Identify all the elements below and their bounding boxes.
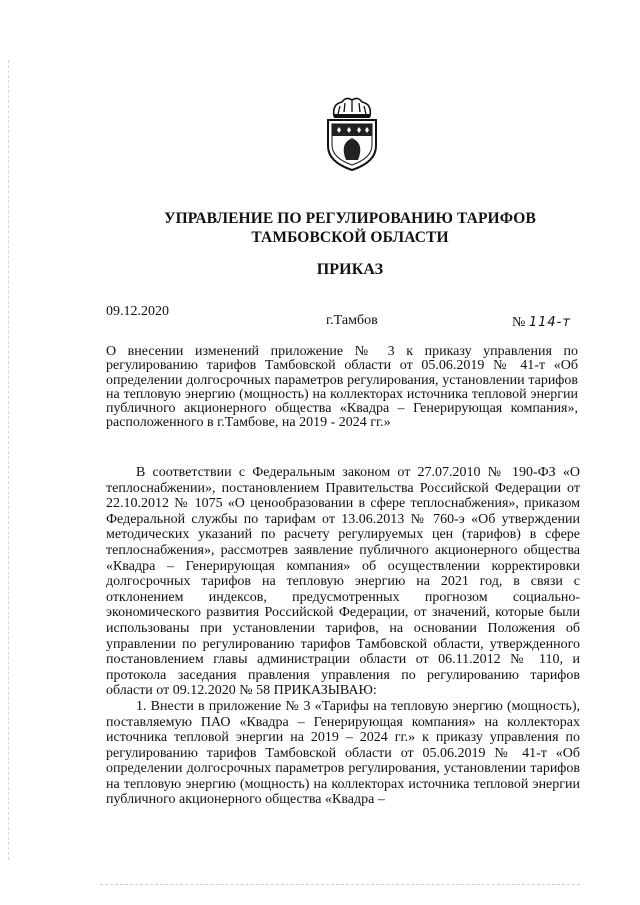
authority-name-line2: ТАМБОВСКОЙ ОБЛАСТИ — [251, 229, 449, 246]
order-date: 09.12.2020 — [106, 304, 169, 319]
preamble-paragraph: В соответствии с Федеральным законом от 27.07.2010 № 190-ФЗ «О теплоснабжении», постановлением Правительства Российской Федерации от 22.10.2012 № 1075 «О ценообразовании в сфере теплоснабжения», приказом Федеральной службы по тарифам от 13.06.2013 № 760-э «Об утверждении методических указаний по расчету регулируемых цен (тарифов) в сфере теплоснабжения», рассмотрев заявление публичного акционерного общества «Квадра – Генерирующая компания» об осуществлении корректировки долгосрочных тарифов на тепловую энергию на 2021 год, в связи с отклонением индексов, предусмотренных прогнозом социально-экономического развития Российской Федерации, от значений, которые были использованы при установлении тарифов, на основании Положения об управлении по регулированию тарифов Тамбовской области, утвержденного постановлением главы администрации области от 06.11.2012 № 110, и протокола заседания правления управления по регулированию тарифов области от 09.12.2020 № 58 ПРИКАЗЫВАЮ: — [106, 465, 580, 699]
scan-edge-artifact — [8, 60, 11, 860]
order-body — [106, 465, 580, 808]
order-city: г.Тамбов — [326, 313, 378, 328]
document-type: ПРИКАЗ — [316, 261, 384, 278]
scan-bottom-artifact — [100, 884, 580, 886]
coat-of-arms-emblem — [320, 94, 384, 172]
order-number-handwritten: 114-т — [528, 315, 571, 330]
order-number-prefix: № — [512, 315, 526, 330]
order-title: О внесении изменений приложение № 3 к приказу управления по регулированию тарифов Тамбовской области от 05.06.2019 № 41-т «Об определении долгосрочных параметров регулирования, установлении тарифов на тепловую энергию (мощность) на коллекторах источника тепловой энергии публичного акционерного общества «Квадра – Генерирующая компания», расположенного в г.Тамбове, на 2019 - 2024 гг.» — [106, 344, 578, 431]
item-1-paragraph: 1. Внести в приложение № 3 «Тарифы на тепловую энергию (мощность), поставляемую ПАО «Квадра – Генерирующая компания» на коллекторах источника тепловой энергии на 2019 – 2024 гг.» к приказу управления по регулированию тарифов Тамбовской области от 05.06.2019 № 41-т «Об определении долгосрочных параметров регулирования, установлении тарифов на тепловую энергию (мощность) на коллекторах источника тепловой энергии публичного акционерного общества «Квадра – — [106, 698, 580, 808]
order-number — [512, 315, 571, 331]
authority-name-line1: УПРАВЛЕНИЕ ПО РЕГУЛИРОВАНИЮ ТАРИФОВ — [164, 210, 536, 227]
